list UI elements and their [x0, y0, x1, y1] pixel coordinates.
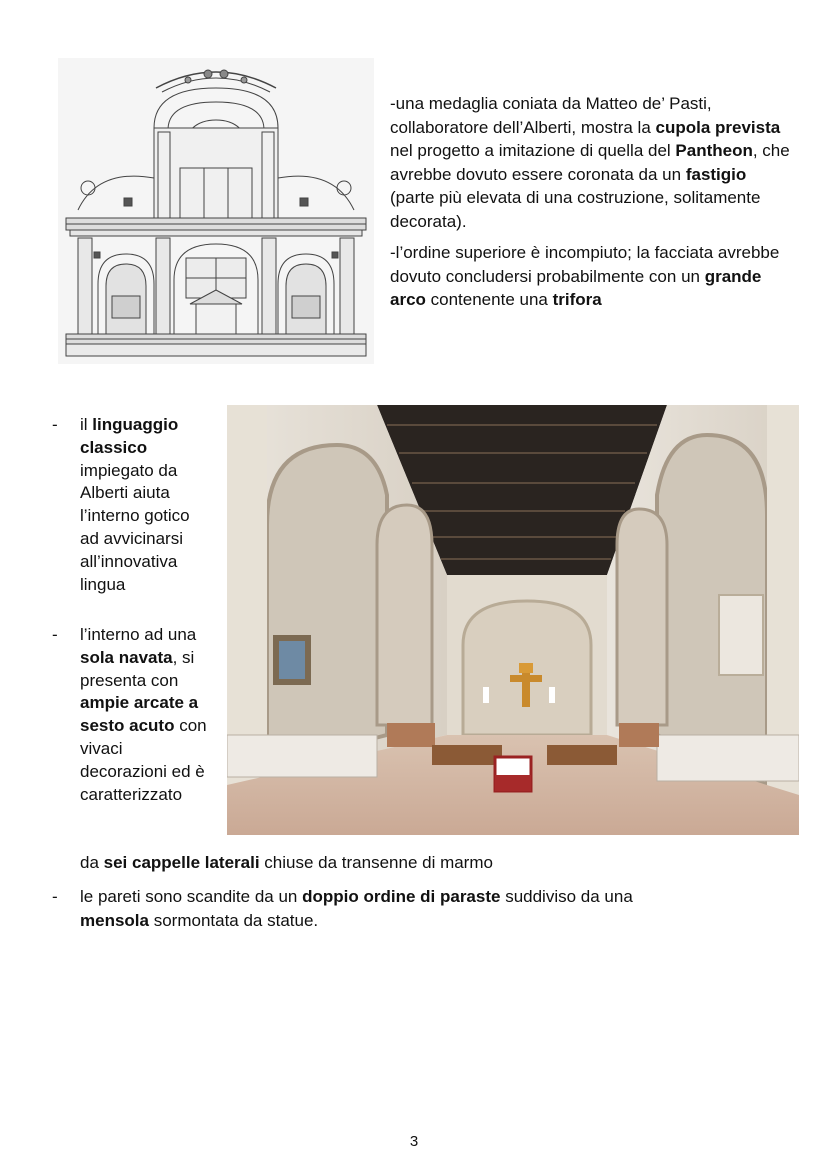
medal-paragraph: -una medaglia coniata da Matteo de’ Pasti, collaboratore dell’Alberti, mostra la cupola prevista nel progetto a imitazione di quella del Pantheon, che avrebbe dovuto essere coronata da un fastigio (parte più elevata di una costruzione, solitamente decorata).	[390, 94, 790, 231]
bullet-text-chapels: da sei cappelle laterali chiuse da transenne di marmo	[80, 853, 493, 872]
bullet-text-pilasters: le pareti sono scandite da un doppio ordine di paraste suddiviso da una mensola sormontata da statue.	[80, 887, 633, 930]
interior-photo	[227, 405, 799, 835]
bullet-text-single-nave: l’interno ad una sola navata, si presenta con ampie arcate a sesto acuto con vivaci decorazioni ed è caratterizzato	[80, 625, 207, 804]
facade-description	[390, 92, 790, 320]
page-number: 3	[409, 1133, 419, 1150]
facade-drawing	[58, 58, 374, 364]
bullet-text-classical-language: il linguaggio classico impiegato da Alberti aiuta l’interno gotico ad avvicinarsi all’innovativa lingua	[80, 415, 190, 594]
upper-order-paragraph: -l’ordine superiore è incompiuto; la facciata avrebbe dovuto concludersi probabilmente con un grande arco contenente una trifora	[390, 243, 780, 309]
